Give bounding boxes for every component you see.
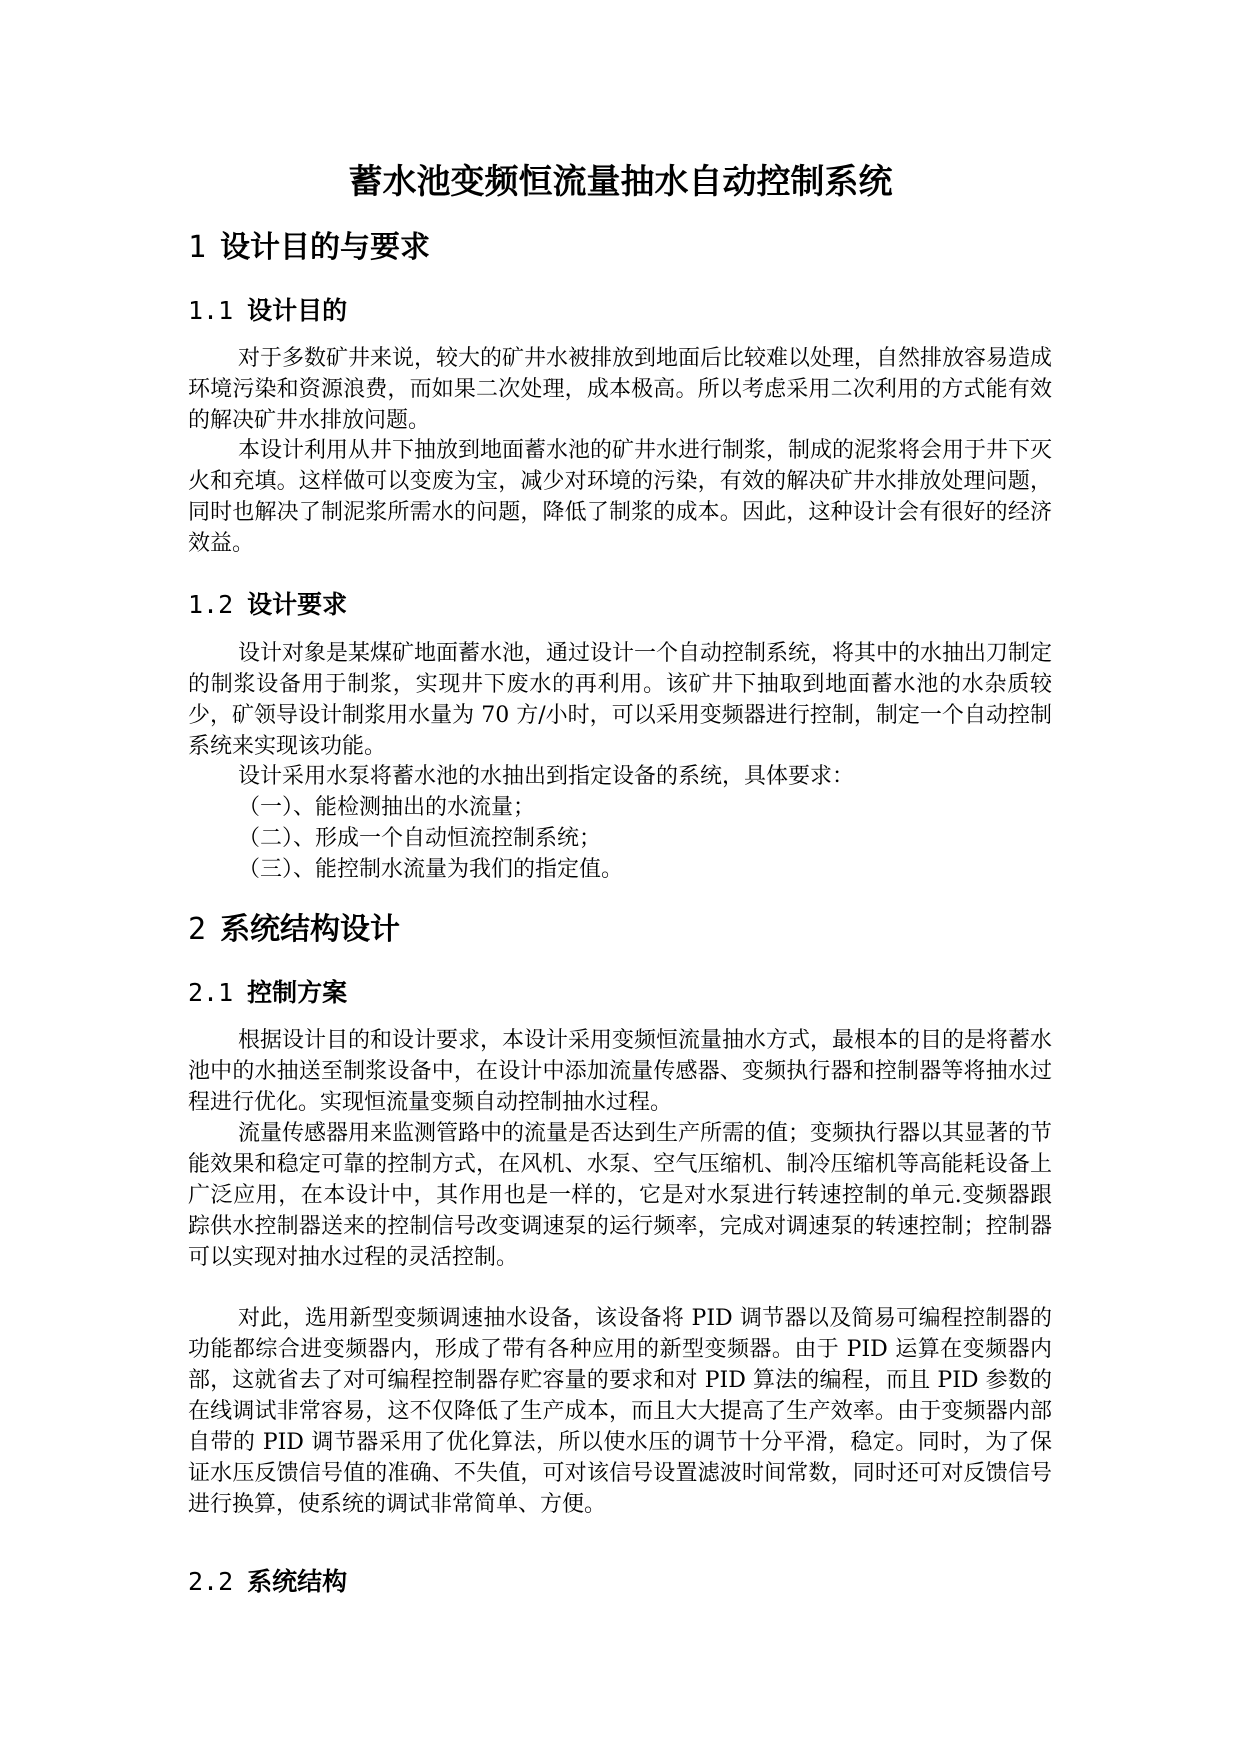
subsection-title: 设计要求 [247, 590, 348, 619]
paragraph: 设计采用水泵将蓄水池的水抽出到指定设备的系统，具体要求： [238, 764, 855, 789]
paragraph: 对于多数矿井来说，较大的矿井水被排放到地面后比较难以处理，自然排放容易造成环境污染和资源浪费，而如果二次处理，成本极高。所以考虑采用二次利用的方式能有效的解决矿井水排放问题。 [188, 346, 1053, 433]
paragraph: 设计对象是某煤矿地面蓄水池，通过设计一个自动控制系统，将其中的水抽出刀制定的制浆设备用于制浆，实现井下废水的再利用。该矿井下抽取到地面蓄水池的水杂质较少，矿领导设计制浆用水量为 70 方/小时，可以采用变频器进行控制，制定一个自动控制系统来实现该功能。 [188, 641, 1053, 759]
list-item: （二）、形成一个自动恒流控制系统； [238, 826, 602, 851]
subsection-1-1-heading [188, 294, 347, 328]
section-title: 系统结构设计 [220, 912, 401, 947]
list-item: （三）、能控制水流量为我们的指定值。 [238, 857, 624, 882]
subsection-number: 2.1 [188, 978, 234, 1007]
paragraph: 流量传感器用来监测管路中的流量是否达到生产所需的值；变频执行器以其显著的节能效果和稳定可靠的控制方式，在风机、水泵、空气压缩机、制冷压缩机等高能耗设备上广泛应用，在本设计中，其作用也是一样的，它是对水泵进行转速控制的单元.变频器跟踪供水控制器送来的控制信号改变调速泵的运行频率，完成对调速泵的转速控制；控制器可以实现对抽水过程的灵活控制。 [188, 1121, 1053, 1270]
paragraph: 本设计利用从井下抽放到地面蓄水池的矿井水进行制浆，制成的泥浆将会用于井下灭火和充填。这样做可以变废为宝，减少对环境的污染，有效的解决矿井水排放处理问题，同时也解决了制泥浆所需水的问题，降低了制浆的成本。因此，这种设计会有很好的经济效益。 [188, 438, 1053, 556]
section-title: 设计目的与要求 [220, 230, 431, 265]
subsection-title: 控制方案 [247, 978, 348, 1007]
section-1-heading [188, 228, 430, 268]
list-item: （一）、能检测抽出的水流量； [238, 795, 536, 820]
subsection-title: 设计目的 [247, 296, 348, 325]
subsection-number: 1.2 [188, 590, 234, 619]
subsection-2-2-heading [188, 1565, 347, 1599]
paragraph: 根据设计目的和设计要求，本设计采用变频恒流量抽水方式，最根本的目的是将蓄水池中的水抽送至制浆设备中，在设计中添加流量传感器、变频执行器和控制器等将抽水过程进行优化。实现恒流量变频自动控制抽水过程。 [188, 1028, 1053, 1115]
subsection-1-2-heading [188, 588, 347, 622]
section-number: 1 [188, 230, 207, 265]
subsection-number: 2.2 [188, 1567, 234, 1596]
subsection-2-1-heading [188, 976, 347, 1010]
document-title: 蓄水池变频恒流量抽水自动控制系统 [348, 162, 893, 202]
section-number: 2 [188, 912, 207, 947]
paragraph: 对此，选用新型变频调速抽水设备，该设备将 PID 调节器以及简易可编程控制器的功能都综合进变频器内，形成了带有各种应用的新型变频器。由于 PID 运算在变频器内部，这就省去了对可编程控制器存贮容量的要求和对 PID 算法的编程，而且 PID 参数的在线调试非常容易，这不仅降低了生产成本，而且大大提高了生产效率。由于变频器内部自带的 PID 调节器采用了优化算法，所以使水压的调节十分平滑，稳定。同时，为了保证水压反馈信号值的准确、不失值，可对该信号设置滤波时间常数，同时还可对反馈信号进行换算，使系统的调试非常简单、方便。 [188, 1306, 1052, 1517]
subsection-number: 1.1 [188, 296, 234, 325]
subsection-title: 系统结构 [247, 1567, 348, 1596]
section-2-heading [188, 910, 400, 950]
